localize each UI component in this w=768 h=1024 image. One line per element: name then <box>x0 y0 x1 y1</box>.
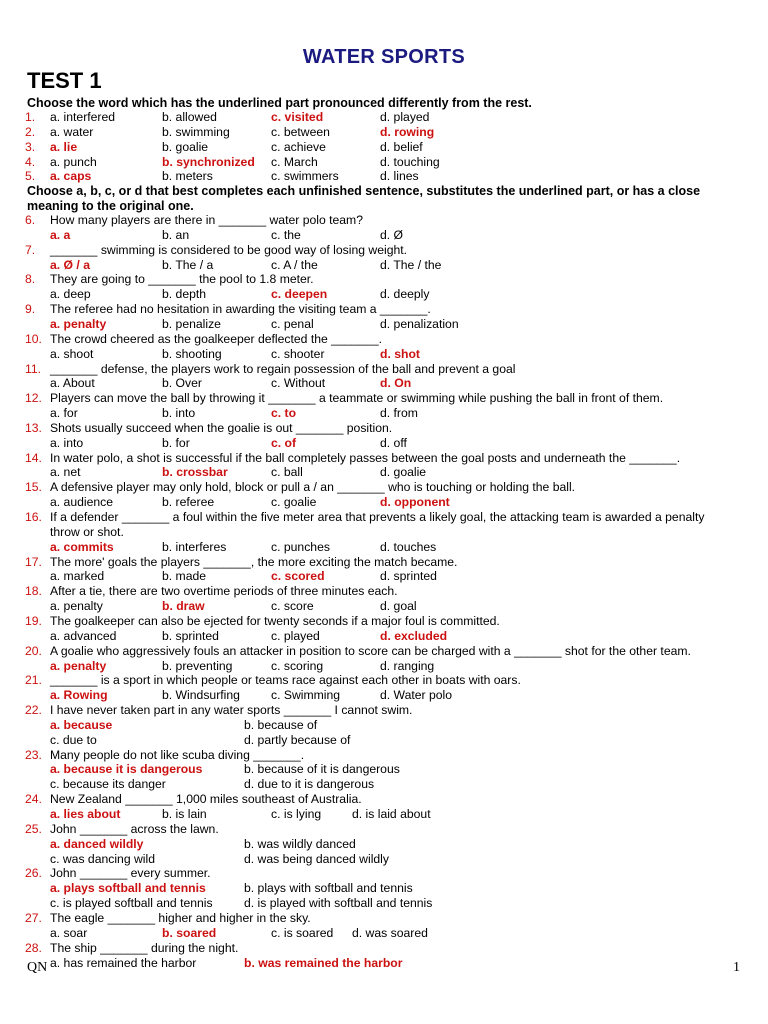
option: d. was being danced wildly <box>244 851 389 866</box>
answer-option: a. plays softball and tennis <box>50 881 206 896</box>
footer-left: QN <box>27 960 48 975</box>
question-row <box>0 421 768 436</box>
options-row <box>0 926 768 941</box>
answer-option: a. a <box>50 227 71 242</box>
option: a. soar <box>50 925 88 940</box>
question-number: 8. <box>25 272 36 287</box>
question-number: 5. <box>25 169 36 184</box>
options-row <box>0 733 768 748</box>
question-number: 21. <box>25 673 42 688</box>
options-row <box>0 376 768 391</box>
footer-page-number: 1 <box>733 960 740 975</box>
answer-option: a. Ø / a <box>50 257 90 272</box>
question-row <box>0 555 768 570</box>
question-row <box>0 451 768 466</box>
question-text: In water polo, a shot is successful if the ball completely passes between the goal posts and underneath the _______. <box>50 450 681 465</box>
option: b. plays with softball and tennis <box>244 881 413 896</box>
option: b. depth <box>162 287 207 302</box>
option: c. swimmers <box>271 169 339 184</box>
option: b. swimming <box>162 124 230 139</box>
question-row <box>0 644 768 659</box>
question-number: 12. <box>25 391 42 406</box>
question-row <box>0 362 768 377</box>
question-number: 10. <box>25 331 42 346</box>
answer-option: c. visited <box>271 110 324 124</box>
question-text: If a defender _______ a foul within the five meter area that prevents a likely goal, the attacking team is awarded a penalty <box>50 510 705 524</box>
option: d. The / the <box>380 257 442 272</box>
option: d. from <box>380 406 418 421</box>
options-row <box>0 406 768 421</box>
option: c. ball <box>271 465 303 480</box>
option: c. due to <box>50 732 97 747</box>
question-number: 28. <box>25 940 42 955</box>
question-row <box>0 243 768 258</box>
question-number: 3. <box>25 139 36 154</box>
question-row <box>0 866 768 881</box>
option: c. scoring <box>271 658 324 673</box>
question-row <box>0 703 768 718</box>
options-row <box>0 465 768 480</box>
question-number: 24. <box>25 792 42 807</box>
answer-option: a. because it is dangerous <box>50 762 203 777</box>
option: d. Ø <box>380 227 404 242</box>
question-row <box>0 941 768 956</box>
question-text: Shots usually succeed when the goalie is out _______ position. <box>50 420 393 435</box>
option: b. allowed <box>162 110 217 124</box>
option: b. preventing <box>162 658 233 673</box>
option: d. deeply <box>380 287 430 302</box>
option: b. because of it is dangerous <box>244 762 400 777</box>
question-number: 17. <box>25 554 42 569</box>
question-text: I have never taken part in any water sports _______ I cannot swim. <box>50 703 413 718</box>
question-text: The ship _______ during the night. <box>50 940 239 955</box>
answer-option: b. soared <box>162 925 217 940</box>
options-row <box>0 347 768 362</box>
option: d. belief <box>380 139 423 154</box>
question-row <box>0 614 768 629</box>
question-row <box>0 822 768 837</box>
option: c. because its danger <box>50 777 166 792</box>
question-number: 15. <box>25 480 42 495</box>
option: c. A / the <box>271 257 318 272</box>
answer-option: d. shot <box>380 346 420 361</box>
option: a. water <box>50 124 94 139</box>
question-number: 20. <box>25 643 42 658</box>
question-row <box>0 272 768 287</box>
option: d. partly because of <box>244 732 351 747</box>
options-row <box>0 688 768 703</box>
answer-option: b. draw <box>162 599 205 614</box>
option: d. is played with softball and tennis <box>244 896 433 911</box>
question-number: 14. <box>25 450 42 465</box>
answer-option: c. of <box>271 435 297 450</box>
question-row <box>0 140 768 155</box>
answer-option: d. opponent <box>380 495 450 510</box>
options-row <box>0 287 768 302</box>
options-row <box>0 540 768 555</box>
question-text: _______ is a sport in which people or teams race against each other in boats with oars. <box>50 673 521 688</box>
options-row <box>0 228 768 243</box>
option: c. is lying <box>271 807 322 821</box>
question-number: 9. <box>25 302 36 317</box>
options-row <box>0 569 768 584</box>
option: b. interferes <box>162 539 227 554</box>
option: d. goal <box>380 599 417 614</box>
answer-option: b. synchronized <box>162 154 255 169</box>
option: d. touches <box>380 539 437 554</box>
question-text: throw or shot. <box>50 524 124 539</box>
answer-option: c. scored <box>271 569 325 584</box>
option: a. interfered <box>50 110 116 124</box>
options-row <box>0 436 768 451</box>
option: d. lines <box>380 169 419 184</box>
options-row <box>0 852 768 867</box>
option: b. was wildly danced <box>244 836 356 851</box>
question-row <box>0 911 768 926</box>
option: b. because of <box>244 717 318 732</box>
question-text: _______ swimming is considered to be good way of losing weight. <box>50 242 408 257</box>
question-row <box>0 584 768 599</box>
option: c. score <box>271 599 314 614</box>
answer-option: c. deepen <box>271 287 328 302</box>
option: b. made <box>162 569 207 584</box>
question-number: 25. <box>25 821 42 836</box>
option: b. sprinted <box>162 628 219 643</box>
question-number: 18. <box>25 584 42 599</box>
option: a. deep <box>50 287 91 302</box>
option: a. advanced <box>50 628 117 643</box>
question-text: Players can move the ball by throwing it _______ a teammate or swimming while pushing the ball in front of them. <box>50 391 664 406</box>
answer-option: c. to <box>271 406 297 421</box>
answer-option: b. was remained the harbor <box>244 955 403 970</box>
option: d. ranging <box>380 658 435 673</box>
option: b. Windsurfing <box>162 688 240 703</box>
question-text: _______ defense, the players work to regain possession of the ball and prevent a goal <box>50 361 516 376</box>
option: b. Over <box>162 376 202 391</box>
question-text: John _______ every summer. <box>50 866 211 881</box>
option: a. has remained the harbor <box>50 955 197 970</box>
answer-option: a. commits <box>50 539 114 554</box>
answer-option: d. rowing <box>380 124 435 139</box>
option: c. punches <box>271 539 330 554</box>
option: d. is laid about <box>352 807 431 821</box>
question-text: The crowd cheered as the goalkeeper deflected the _______. <box>50 331 383 346</box>
question-text: John _______ across the lawn. <box>50 821 219 836</box>
option: a. penalty <box>50 599 103 614</box>
options-row <box>0 881 768 896</box>
question-row <box>0 125 768 140</box>
question-row <box>0 110 768 125</box>
option: c. goalie <box>271 495 317 510</box>
options-row <box>0 777 768 792</box>
option: a. net <box>50 465 81 480</box>
option: c. March <box>271 154 318 169</box>
option: c. Swimming <box>271 688 341 703</box>
options-row <box>0 837 768 852</box>
question-number: 19. <box>25 613 42 628</box>
question-text: The more' goals the players _______, the more exciting the match became. <box>50 554 458 569</box>
options-row <box>0 896 768 911</box>
answer-option: a. Rowing <box>50 688 108 703</box>
answer-option: a. lies about <box>50 807 121 821</box>
question-row <box>0 391 768 406</box>
option: b. for <box>162 435 190 450</box>
question-number: 26. <box>25 866 42 881</box>
option: d. goalie <box>380 465 427 480</box>
option: c. is played softball and tennis <box>50 896 213 911</box>
option: d. Water polo <box>380 688 453 703</box>
question-text: Many people do not like scuba diving _______. <box>50 747 305 762</box>
question-text: The referee had no hesitation in awarding the visiting team a _______. <box>50 302 431 317</box>
option: d. penalization <box>380 316 459 331</box>
question-row <box>0 510 768 525</box>
option: b. goalie <box>162 139 209 154</box>
options-row <box>0 956 768 971</box>
question-row <box>0 155 768 170</box>
option: c. penal <box>271 316 314 331</box>
question-text: After a tie, there are two overtime periods of three minutes each. <box>50 584 398 599</box>
option: b. an <box>162 227 190 242</box>
answer-option: a. penalty <box>50 316 107 331</box>
options-row <box>0 762 768 777</box>
option: c. between <box>271 124 330 139</box>
question-row <box>0 792 768 807</box>
question-row <box>0 332 768 347</box>
answer-option: d. excluded <box>380 628 448 643</box>
question-number: 7. <box>25 242 36 257</box>
option: a. audience <box>50 495 114 510</box>
question-number: 4. <box>25 154 36 169</box>
question-row <box>0 302 768 317</box>
options-row <box>0 718 768 733</box>
options-row <box>0 807 768 822</box>
option: c. shooter <box>271 346 325 361</box>
answer-option: a. danced wildly <box>50 836 144 851</box>
options-row <box>0 495 768 510</box>
question-row <box>0 748 768 763</box>
page-title: WATER SPORTS <box>302 46 466 68</box>
option: a. shoot <box>50 346 94 361</box>
answer-option: d. On <box>380 376 412 391</box>
option: d. off <box>380 435 407 450</box>
question-text: The goalkeeper can also be ejected for twenty seconds if a major foul is committed. <box>50 613 500 628</box>
options-row <box>0 629 768 644</box>
option: b. referee <box>162 495 215 510</box>
option: b. into <box>162 406 196 421</box>
option: a. punch <box>50 154 97 169</box>
option: c. achieve <box>271 139 326 154</box>
section1-instruction: Choose the word which has the underlined part pronounced differently from the rest. <box>27 96 532 110</box>
option: c. Without <box>271 376 326 391</box>
question-text: New Zealand _______ 1,000 miles southeast of Australia. <box>50 792 362 807</box>
option: d. played <box>380 110 430 124</box>
option: b. shooting <box>162 346 222 361</box>
option: c. was dancing wild <box>50 851 155 866</box>
question-number: 27. <box>25 910 42 925</box>
test-heading: TEST 1 <box>27 68 102 93</box>
question-number: 2. <box>25 124 36 139</box>
question-row <box>0 673 768 688</box>
option: d. was soared <box>352 925 428 940</box>
option: a. About <box>50 376 95 391</box>
option: b. meters <box>162 169 213 184</box>
answer-option: a. penalty <box>50 658 107 673</box>
question-number: 23. <box>25 747 42 762</box>
question-row <box>0 169 768 184</box>
option: d. touching <box>380 154 440 169</box>
question-number: 11. <box>25 361 42 376</box>
option: b. penalize <box>162 316 221 331</box>
answer-option: a. caps <box>50 169 92 184</box>
answer-option: a. because <box>50 717 113 732</box>
question-number: 1. <box>25 110 36 124</box>
question-text: The eagle _______ higher and higher in the sky. <box>50 910 311 925</box>
section2-instruction: Choose a, b, c, or d that best completes each unfinished sentence, substitutes the underlined part, or has a close meaning to the original one. <box>27 184 701 213</box>
question-text: They are going to _______ the pool to 1.8 meter. <box>50 272 314 287</box>
question-text: A defensive player may only hold, block or pull a / an _______ who is touching or holding the ball. <box>50 480 576 495</box>
options-row <box>0 317 768 332</box>
option: c. played <box>271 628 320 643</box>
question-row <box>0 480 768 495</box>
question-text: A goalie who aggressively fouls an attacker in position to score can be charged with a _______ shot for the other team. <box>50 643 691 658</box>
options-row <box>0 258 768 273</box>
question-number: 6. <box>25 213 36 227</box>
option: a. for <box>50 406 78 421</box>
option: c. is soared <box>271 925 334 940</box>
question-number: 22. <box>25 703 42 718</box>
option: b. The / a <box>162 257 214 272</box>
options-row <box>0 659 768 674</box>
option: a. marked <box>50 569 105 584</box>
question-row <box>0 213 768 228</box>
answer-option: a. lie <box>50 139 78 154</box>
option: d. sprinted <box>380 569 437 584</box>
question-text-continued <box>0 525 768 540</box>
option: b. is lain <box>162 807 207 821</box>
option: c. the <box>271 227 301 242</box>
option: a. into <box>50 435 84 450</box>
question-number: 16. <box>25 510 42 524</box>
question-text: How many players are there in _______ water polo team? <box>50 213 363 227</box>
options-row <box>0 599 768 614</box>
answer-option: b. crossbar <box>162 465 228 480</box>
option: d. due to it is dangerous <box>244 777 375 792</box>
question-number: 13. <box>25 420 42 435</box>
